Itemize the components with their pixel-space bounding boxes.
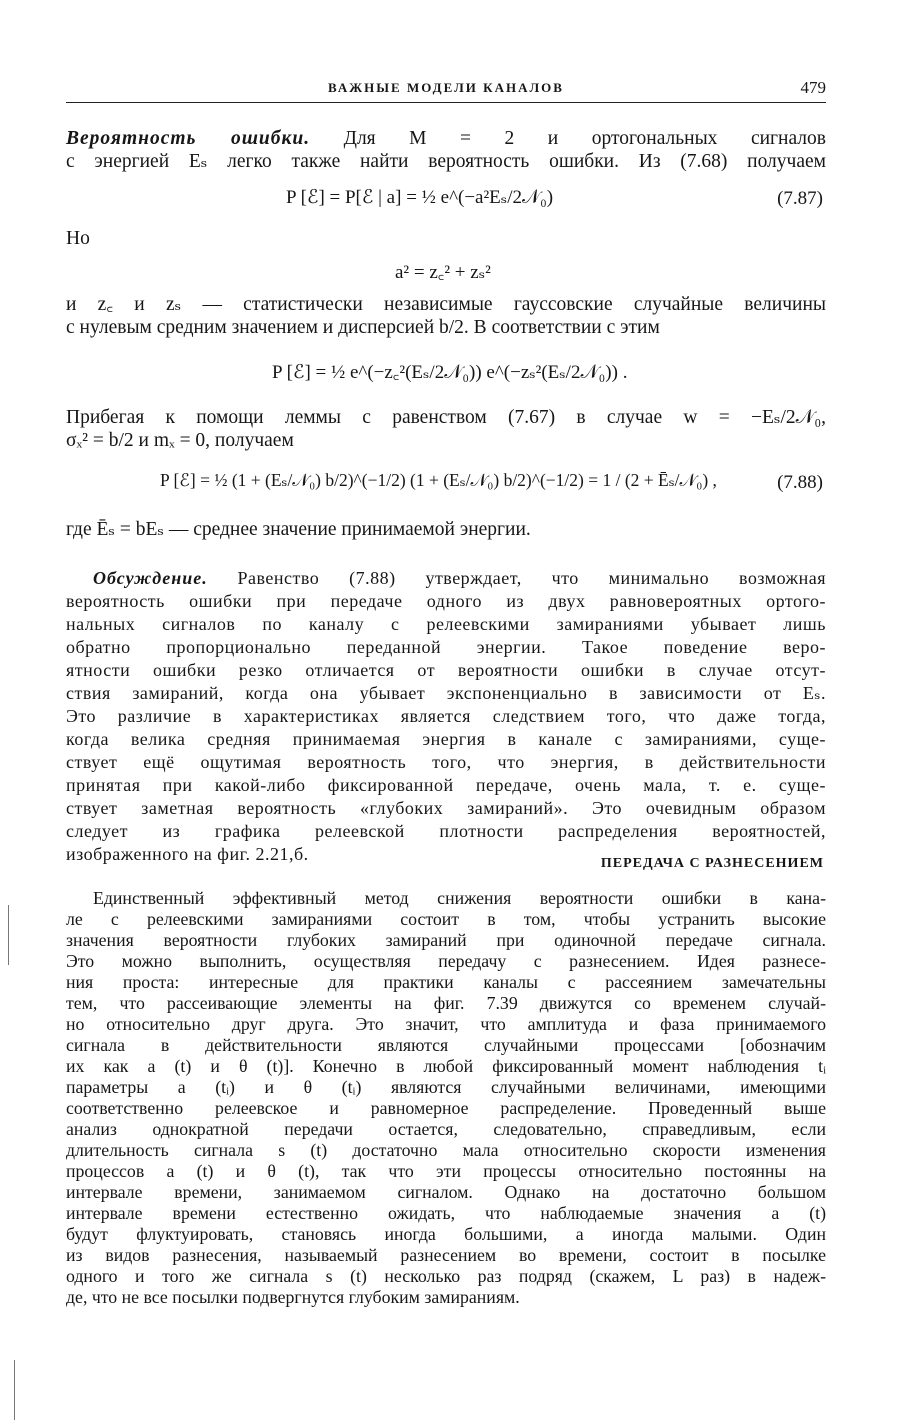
paragraph-line: будут флуктуировать, становясь иногда большими, а иногда малыми. Один	[66, 1224, 826, 1244]
paragraph-line: ствия замираний, когда она убывает экспоненциально в зависимости от Eₛ.	[66, 683, 826, 703]
paragraph-line: ствует ещё ощутимая вероятность того, что энергия, в действительности	[66, 752, 826, 772]
paragraph-line: Но	[66, 228, 90, 249]
paragraph-line: Это различие в характеристиках является следствием того, что даже тогда,	[66, 706, 826, 726]
paragraph-line: принятая при какой-либо фиксированной передаче, очень мала, т. е. суще-	[66, 775, 826, 795]
running-title: ВАЖНЫЕ МОДЕЛИ КАНАЛОВ	[328, 80, 564, 95]
paragraph-line: ятности ошибки резко отличается от вероятности ошибки в случае отсут-	[66, 660, 826, 680]
margin-rule	[8, 905, 9, 965]
page-header	[66, 80, 826, 103]
paragraph-line: анализ однократной передачи остается, следовательно, справедливым, если	[66, 1119, 826, 1139]
paragraph-line: процессов a (t) и θ (t), так что эти процессы относительно постоянны на	[66, 1161, 826, 1181]
paragraph-line: Прибегая к помощи леммы с равенством (7.67) в случае w = −Eₛ/2𝒩₀,	[66, 407, 826, 428]
paragraph-line: нальных сигналов по каналу с релеевскими замираниями убывает лишь	[66, 614, 826, 634]
paragraph-line: соответственно релеевское и равномерное распределение. Проведенный выше	[66, 1098, 826, 1118]
paragraph-line: когда велика средняя принимаемая энергия в канале с замираниями, суще-	[66, 729, 826, 749]
paragraph-line: где Ēₛ = bEₛ — среднее значение принимаемой энергии.	[66, 519, 531, 540]
paragraph-line: интервале времени, занимаемом сигналом. Однако на достаточно большом	[66, 1182, 826, 1202]
paragraph-line: обратно пропорционально переданной энергии. Такое поведение веро-	[66, 637, 826, 657]
paragraph-line	[66, 128, 826, 150]
paragraph-line: но относительно друг друга. Это значит, что амплитуда и фаза принимаемого	[66, 1014, 826, 1034]
paragraph-line: интервале времени естественно ожидать, что наблюдаемые значения a (t)	[66, 1203, 826, 1223]
paragraph-line: одного и того же сигнала s (t) несколько раз подряд (скажем, L раз) в надеж-	[66, 1266, 826, 1286]
paragraph-line: Это можно выполнить, осуществляя передачу с разнесением. Идея разнесе-	[66, 951, 826, 971]
equation-product: P [ℰ] = ½ e^(−z꜀²(Eₛ/2𝒩₀)) e^(−zₛ²(Eₛ/2𝒩₀)) .	[272, 362, 628, 383]
paragraph-line: вероятность ошибки при передаче одного из двух равновероятных ортого-	[66, 591, 826, 611]
paragraph-title: Обсуждение.	[93, 568, 208, 588]
paragraph-line: параметры a (tᵢ) и θ (tᵢ) являются случайными величинами, имеющими	[66, 1077, 826, 1097]
paragraph-line: ле с релеевскими замираниями состоит в том, чтобы устранить высокие	[66, 909, 826, 929]
equation-number: (7.88)	[777, 472, 823, 493]
paragraph-line: ния проста: интересные для практики каналы с рассеянием замечательны	[66, 972, 826, 992]
paragraph-line: де, что не все посылки подвергнутся глубоким замираниям.	[66, 1287, 520, 1307]
paragraph-line: с энергией Eₛ легко также найти вероятность ошибки. Из (7.68) получаем	[66, 151, 826, 172]
paragraph-text: Для M = 2 и ортогональных сигналов	[310, 128, 826, 149]
paragraph-line: ствует заметная вероятность «глубоких замираний». Это очевидным образом	[66, 798, 826, 818]
equation-a-squared: a² = z꜀² + zₛ²	[395, 262, 491, 283]
paragraph-line: и z꜀ и zₛ — статистически независимые гауссовские случайные величины	[66, 294, 826, 315]
paragraph-text: Равенство (7.88) утверждает, что минимально возможная	[207, 568, 826, 588]
paragraph-line: тем, что рассеивающие элементы на фиг. 7.39 движутся со временем случай-	[66, 993, 826, 1013]
page-number: 479	[800, 78, 826, 97]
paragraph-title: Вероятность ошибки.	[66, 128, 311, 149]
paragraph-line: их как a (t) и θ (t)]. Конечно в любой фиксированный момент наблюдения tᵢ	[66, 1056, 826, 1076]
paragraph-line: с нулевым средним значением и дисперсией b/2. В соответствии с этим	[66, 317, 660, 338]
paragraph-line	[93, 567, 826, 589]
paragraph-line: из видов разнесения, называемый разнесением во времени, состоит в посылке	[66, 1245, 826, 1265]
paragraph-line: следует из графика релеевской плотности распределения вероятностей,	[66, 821, 826, 841]
paragraph-line: сигнала в действительности являются случайными процессами [обозначим	[66, 1035, 826, 1055]
equation-7-87: P [ℰ] = P[ℰ | a] = ½ e^(−a²Eₛ/2𝒩₀)	[286, 187, 554, 208]
paragraph-line: Единственный эффективный метод снижения вероятности ошибки в кана-	[93, 888, 826, 908]
paragraph-line: σₓ² = b/2 и mₓ = 0, получаем	[66, 430, 294, 451]
paragraph-line: длительность сигнала s (t) достаточно мала относительно скорости изменения	[66, 1140, 826, 1160]
equation-number: (7.87)	[777, 188, 823, 209]
paragraph-line: значения вероятности глубоких замираний при одиночной передаче сигнала.	[66, 930, 826, 950]
section-heading: ПЕРЕДАЧА С РАЗНЕСЕНИЕМ	[600, 856, 824, 871]
margin-rule	[14, 1360, 15, 1420]
equation-7-88: P [ℰ] = ½ (1 + (Eₛ/𝒩₀) b/2)^(−1/2) (1 + (Eₛ/𝒩₀) b/2)^(−1/2) = 1 / (2 + Ēₛ/𝒩₀) ,	[160, 470, 717, 490]
paragraph-line: изображенного на фиг. 2.21,б.	[66, 844, 309, 864]
